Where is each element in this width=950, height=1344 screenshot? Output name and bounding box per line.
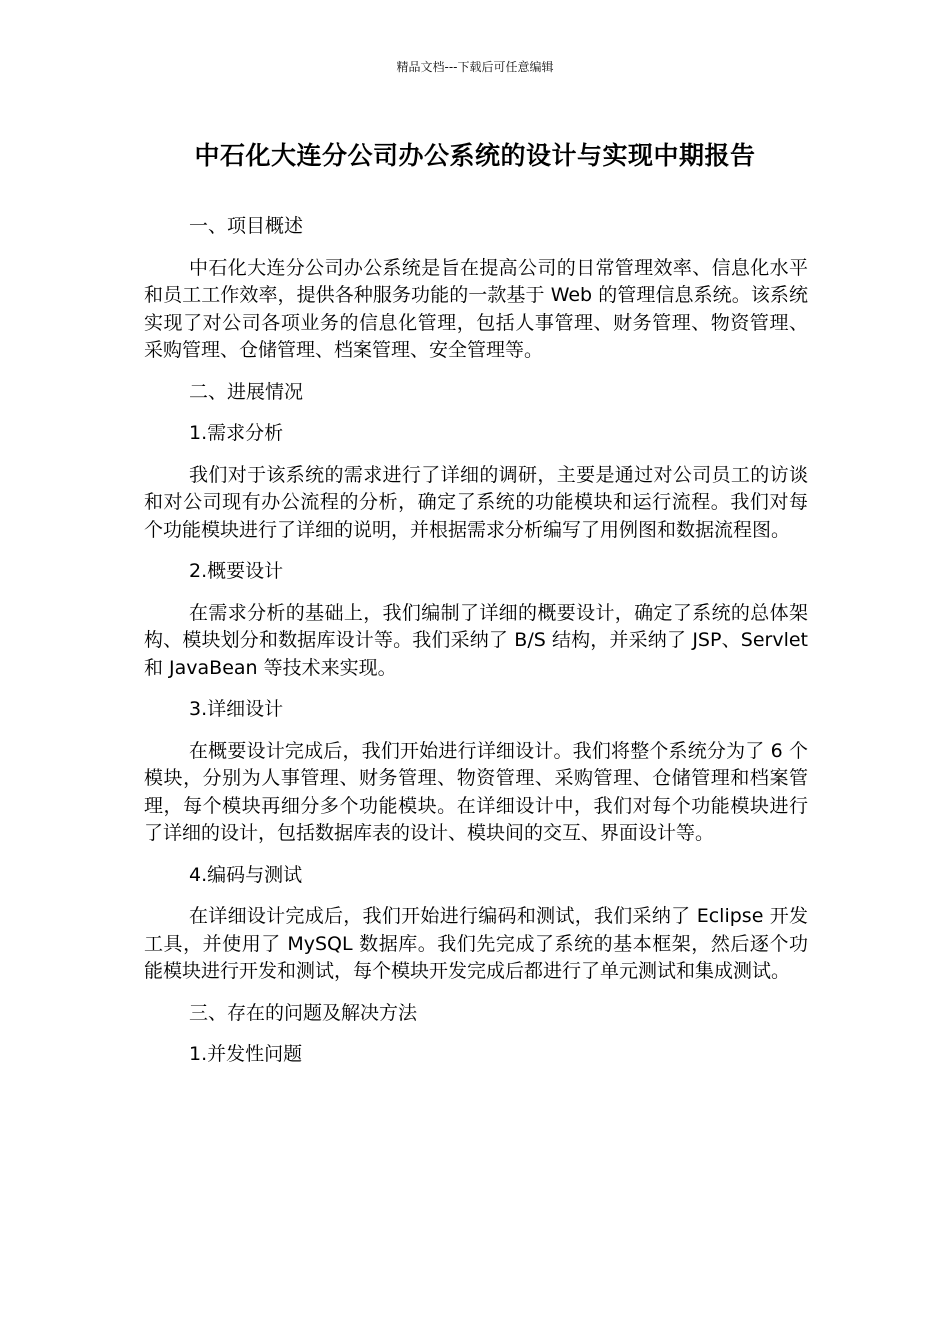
subheading-outline-design: 2.概要设计 [189, 560, 284, 582]
header-note: 精品文档---下载后可任意编辑 [396, 60, 554, 74]
subheading-coding-testing: 4.编码与测试 [189, 863, 303, 886]
section-heading-progress: 二、进展情况 [189, 380, 304, 403]
document-body [144, 213, 808, 1083]
section-heading-problems: 三、存在的问题及解决方法 [189, 1001, 418, 1024]
paragraph-requirements: 我们对于该系统的需求进行了详细的调研，主要是通过对公司员工的访谈和对公司现有办公流程的分析，确定了系统的功能模块和运行流程。我们对每个功能模块进行了详细的说明，并根据需求分析编写了用例图和数据流程图。 [144, 463, 808, 541]
paragraph-coding-testing: 在详细设计完成后，我们开始进行编码和测试，我们采纳了 Eclipse 开发工具，并使用了 MySQL 数据库。我们先完成了系统的基本框架，然后逐个功能模块进行开发和测试，每个模块开发完成后都进行了单元测试和集成测试。 [144, 905, 808, 982]
paragraph-overview: 中石化大连分公司办公系统是旨在提高公司的日常管理效率、信息化水平和员工工作效率，提供各种服务功能的一款基于 Web 的管理信息系统。该系统实现了对公司各项业务的信息化管理，包括人事管理、财务管理、物资管理、采购管理、仓储管理、档案管理、安全管理等。 [144, 256, 808, 361]
section-heading-overview: 一、项目概述 [189, 215, 304, 237]
document-title: 中石化大连分公司办公系统的设计与实现中期报告 [194, 141, 756, 170]
paragraph-detailed-design: 在概要设计完成后，我们开始进行详细设计。我们将整个系统分为了 6 个模块，分别为人事管理、财务管理、物资管理、采购管理、仓储管理和档案管理，每个模块再细分多个功能模块。在详细设计中，我们对每个功能模块进行了详细的设计，包括数据库表的设计、模块间的交互、界面设计等。 [144, 739, 808, 844]
subheading-detailed-design: 3.详细设计 [189, 698, 284, 720]
subheading-requirements: 1.需求分析 [189, 422, 284, 444]
paragraph-outline-design: 在需求分析的基础上，我们编制了详细的概要设计，确定了系统的总体架构、模块划分和数据库设计等。我们采纳了 B/S 结构，并采纳了 JSP、Servlet 和 JavaBean 等技术来实现。 [144, 601, 808, 679]
subheading-concurrency: 1.并发性问题 [189, 1043, 303, 1065]
